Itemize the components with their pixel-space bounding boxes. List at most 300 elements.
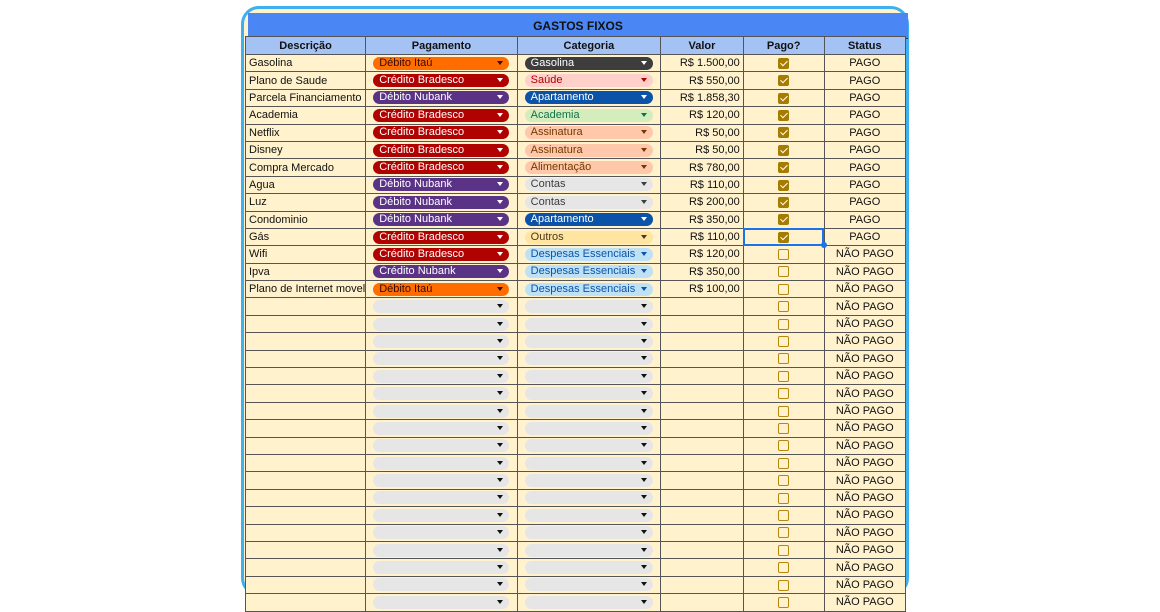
category-cell[interactable] [517,454,660,471]
checkbox-unchecked-icon[interactable] [778,388,789,399]
paid-cell[interactable] [743,263,824,280]
paid-cell[interactable] [743,246,824,263]
description-cell[interactable] [246,315,366,332]
category-dropdown[interactable] [525,561,653,574]
category-cell[interactable] [517,368,660,385]
payment-cell[interactable] [366,159,517,176]
checkbox-unchecked-icon[interactable] [778,545,789,556]
chevron-down-icon[interactable] [641,426,647,430]
category-cell[interactable] [517,55,660,72]
checkbox-checked-icon[interactable] [778,232,789,243]
paid-cell[interactable] [743,576,824,593]
category-dropdown[interactable] [525,265,653,278]
value-cell[interactable] [661,524,744,541]
chevron-down-icon[interactable] [641,548,647,552]
description-cell[interactable] [246,576,366,593]
payment-dropdown[interactable] [373,196,509,209]
chevron-down-icon[interactable] [497,78,503,82]
category-dropdown[interactable] [525,248,653,261]
category-cell[interactable] [517,89,660,106]
payment-dropdown[interactable] [373,213,509,226]
chevron-down-icon[interactable] [641,356,647,360]
value-cell[interactable] [661,489,744,506]
category-cell[interactable] [517,385,660,402]
payment-dropdown[interactable] [373,405,509,418]
category-dropdown[interactable] [525,422,653,435]
chevron-down-icon[interactable] [641,235,647,239]
chevron-down-icon[interactable] [497,495,503,499]
description-cell[interactable]: Luz [246,194,366,211]
category-cell[interactable] [517,559,660,576]
chevron-down-icon[interactable] [497,95,503,99]
value-cell[interactable] [661,368,744,385]
chevron-down-icon[interactable] [497,165,503,169]
checkbox-checked-icon[interactable] [778,75,789,86]
category-dropdown[interactable] [525,352,653,365]
chevron-down-icon[interactable] [641,565,647,569]
value-cell[interactable]: R$ 200,00 [661,194,744,211]
chevron-down-icon[interactable] [641,130,647,134]
checkbox-unchecked-icon[interactable] [778,527,789,538]
chevron-down-icon[interactable] [641,287,647,291]
value-cell[interactable] [661,594,744,611]
description-cell[interactable] [246,524,366,541]
category-cell[interactable] [517,159,660,176]
chevron-down-icon[interactable] [641,322,647,326]
chevron-down-icon[interactable] [641,374,647,378]
checkbox-checked-icon[interactable] [778,145,789,156]
paid-cell[interactable] [743,89,824,106]
checkbox-checked-icon[interactable] [778,110,789,121]
chevron-down-icon[interactable] [641,409,647,413]
description-cell[interactable] [246,385,366,402]
category-dropdown[interactable] [525,318,653,331]
paid-cell[interactable] [743,107,824,124]
payment-cell[interactable] [366,72,517,89]
description-cell[interactable] [246,541,366,558]
description-cell[interactable]: Compra Mercado [246,159,366,176]
paid-cell[interactable] [743,228,824,245]
category-cell[interactable] [517,350,660,367]
category-dropdown[interactable] [525,178,653,191]
category-cell[interactable] [517,72,660,89]
selection-fill-handle[interactable] [821,242,827,248]
paid-cell[interactable] [743,141,824,158]
description-cell[interactable] [246,507,366,524]
description-cell[interactable] [246,402,366,419]
description-cell[interactable]: Wifi [246,246,366,263]
category-cell[interactable] [517,107,660,124]
description-cell[interactable] [246,472,366,489]
chevron-down-icon[interactable] [641,391,647,395]
paid-cell[interactable] [743,298,824,315]
category-cell[interactable] [517,541,660,558]
paid-cell[interactable] [743,72,824,89]
checkbox-unchecked-icon[interactable] [778,510,789,521]
chevron-down-icon[interactable] [497,461,503,465]
checkbox-unchecked-icon[interactable] [778,249,789,260]
payment-cell[interactable] [366,228,517,245]
chevron-down-icon[interactable] [497,148,503,152]
payment-cell[interactable] [366,124,517,141]
description-cell[interactable] [246,350,366,367]
payment-cell[interactable] [366,107,517,124]
payment-dropdown[interactable] [373,109,509,122]
paid-cell[interactable] [743,437,824,454]
paid-cell[interactable] [743,333,824,350]
payment-cell[interactable] [366,55,517,72]
header-pago[interactable]: Pago? [743,37,824,55]
chevron-down-icon[interactable] [497,269,503,273]
chevron-down-icon[interactable] [641,582,647,586]
value-cell[interactable]: R$ 110,00 [661,176,744,193]
chevron-down-icon[interactable] [641,495,647,499]
payment-cell[interactable] [366,559,517,576]
checkbox-unchecked-icon[interactable] [778,319,789,330]
chevron-down-icon[interactable] [641,61,647,65]
chevron-down-icon[interactable] [497,409,503,413]
payment-cell[interactable] [366,176,517,193]
description-cell[interactable] [246,333,366,350]
payment-dropdown[interactable] [373,352,509,365]
paid-cell[interactable] [743,368,824,385]
chevron-down-icon[interactable] [641,113,647,117]
value-cell[interactable] [661,420,744,437]
payment-dropdown[interactable] [373,491,509,504]
category-dropdown[interactable] [525,578,653,591]
payment-cell[interactable] [366,507,517,524]
value-cell[interactable]: R$ 550,00 [661,72,744,89]
payment-dropdown[interactable] [373,561,509,574]
paid-cell[interactable] [743,159,824,176]
chevron-down-icon[interactable] [497,443,503,447]
category-dropdown[interactable] [525,91,653,104]
category-cell[interactable] [517,507,660,524]
payment-dropdown[interactable] [373,439,509,452]
chevron-down-icon[interactable] [497,130,503,134]
chevron-down-icon[interactable] [641,304,647,308]
category-cell[interactable] [517,315,660,332]
category-dropdown[interactable] [525,231,653,244]
paid-cell[interactable] [743,472,824,489]
value-cell[interactable] [661,315,744,332]
paid-cell[interactable] [743,124,824,141]
paid-cell[interactable] [743,194,824,211]
category-dropdown[interactable] [525,370,653,383]
payment-cell[interactable] [366,263,517,280]
chevron-down-icon[interactable] [641,461,647,465]
category-dropdown[interactable] [525,474,653,487]
chevron-down-icon[interactable] [641,95,647,99]
value-cell[interactable] [661,454,744,471]
value-cell[interactable] [661,507,744,524]
payment-dropdown[interactable] [373,161,509,174]
header-categoria[interactable]: Categoria [517,37,660,55]
description-cell[interactable] [246,489,366,506]
payment-dropdown[interactable] [373,74,509,87]
header-status[interactable]: Status [824,37,905,55]
paid-cell[interactable] [743,594,824,611]
chevron-down-icon[interactable] [497,548,503,552]
checkbox-checked-icon[interactable] [778,162,789,173]
category-dropdown[interactable] [525,283,653,296]
category-cell[interactable] [517,141,660,158]
chevron-down-icon[interactable] [497,600,503,604]
checkbox-unchecked-icon[interactable] [778,353,789,364]
value-cell[interactable] [661,576,744,593]
description-cell[interactable]: Plano de Internet movel [246,281,366,298]
payment-dropdown[interactable] [373,231,509,244]
category-cell[interactable] [517,281,660,298]
payment-dropdown[interactable] [373,178,509,191]
category-dropdown[interactable] [525,196,653,209]
chevron-down-icon[interactable] [497,113,503,117]
payment-cell[interactable] [366,541,517,558]
description-cell[interactable] [246,559,366,576]
paid-cell[interactable] [743,559,824,576]
payment-cell[interactable] [366,385,517,402]
value-cell[interactable]: R$ 120,00 [661,107,744,124]
chevron-down-icon[interactable] [497,339,503,343]
payment-dropdown[interactable] [373,370,509,383]
description-cell[interactable]: Disney [246,141,366,158]
description-cell[interactable]: Netflix [246,124,366,141]
category-cell[interactable] [517,333,660,350]
checkbox-checked-icon[interactable] [778,197,789,208]
payment-cell[interactable] [366,402,517,419]
payment-cell[interactable] [366,472,517,489]
checkbox-unchecked-icon[interactable] [778,475,789,486]
payment-dropdown[interactable] [373,283,509,296]
value-cell[interactable]: R$ 110,00 [661,228,744,245]
chevron-down-icon[interactable] [497,200,503,204]
value-cell[interactable] [661,437,744,454]
payment-cell[interactable] [366,89,517,106]
chevron-down-icon[interactable] [641,269,647,273]
description-cell[interactable]: Plano de Saude [246,72,366,89]
chevron-down-icon[interactable] [497,582,503,586]
chevron-down-icon[interactable] [641,478,647,482]
payment-dropdown[interactable] [373,457,509,470]
checkbox-unchecked-icon[interactable] [778,371,789,382]
payment-cell[interactable] [366,298,517,315]
category-dropdown[interactable] [525,213,653,226]
category-cell[interactable] [517,576,660,593]
chevron-down-icon[interactable] [497,374,503,378]
category-cell[interactable] [517,472,660,489]
value-cell[interactable] [661,350,744,367]
paid-cell[interactable] [743,524,824,541]
paid-cell[interactable] [743,385,824,402]
chevron-down-icon[interactable] [497,287,503,291]
paid-cell[interactable] [743,281,824,298]
paid-cell[interactable] [743,315,824,332]
description-cell[interactable]: Ipva [246,263,366,280]
category-cell[interactable] [517,420,660,437]
checkbox-checked-icon[interactable] [778,127,789,138]
category-cell[interactable] [517,437,660,454]
category-cell[interactable] [517,124,660,141]
checkbox-unchecked-icon[interactable] [778,580,789,591]
value-cell[interactable]: R$ 50,00 [661,141,744,158]
payment-cell[interactable] [366,246,517,263]
category-dropdown[interactable] [525,300,653,313]
category-dropdown[interactable] [525,74,653,87]
payment-cell[interactable] [366,576,517,593]
category-cell[interactable] [517,176,660,193]
chevron-down-icon[interactable] [497,513,503,517]
checkbox-unchecked-icon[interactable] [778,562,789,573]
category-dropdown[interactable] [525,161,653,174]
payment-dropdown[interactable] [373,422,509,435]
paid-cell[interactable] [743,420,824,437]
chevron-down-icon[interactable] [497,304,503,308]
value-cell[interactable]: R$ 1.858,30 [661,89,744,106]
paid-cell[interactable] [743,350,824,367]
chevron-down-icon[interactable] [641,339,647,343]
value-cell[interactable] [661,402,744,419]
checkbox-unchecked-icon[interactable] [778,266,789,277]
payment-cell[interactable] [366,489,517,506]
description-cell[interactable] [246,454,366,471]
checkbox-unchecked-icon[interactable] [778,406,789,417]
chevron-down-icon[interactable] [497,530,503,534]
category-dropdown[interactable] [525,596,653,609]
category-cell[interactable] [517,194,660,211]
checkbox-unchecked-icon[interactable] [778,301,789,312]
description-cell[interactable] [246,368,366,385]
payment-dropdown[interactable] [373,596,509,609]
checkbox-unchecked-icon[interactable] [778,423,789,434]
payment-cell[interactable] [366,350,517,367]
chevron-down-icon[interactable] [641,78,647,82]
category-dropdown[interactable] [525,457,653,470]
payment-cell[interactable] [366,333,517,350]
category-dropdown[interactable] [525,491,653,504]
chevron-down-icon[interactable] [497,322,503,326]
checkbox-unchecked-icon[interactable] [778,458,789,469]
value-cell[interactable] [661,559,744,576]
category-dropdown[interactable] [525,109,653,122]
category-cell[interactable] [517,246,660,263]
description-cell[interactable] [246,298,366,315]
paid-cell[interactable] [743,507,824,524]
checkbox-unchecked-icon[interactable] [778,284,789,295]
payment-cell[interactable] [366,315,517,332]
description-cell[interactable] [246,437,366,454]
checkbox-unchecked-icon[interactable] [778,493,789,504]
value-cell[interactable] [661,541,744,558]
payment-cell[interactable] [366,141,517,158]
chevron-down-icon[interactable] [497,565,503,569]
category-dropdown[interactable] [525,387,653,400]
chevron-down-icon[interactable] [497,217,503,221]
payment-dropdown[interactable] [373,544,509,557]
chevron-down-icon[interactable] [641,217,647,221]
chevron-down-icon[interactable] [497,391,503,395]
payment-cell[interactable] [366,281,517,298]
payment-dropdown[interactable] [373,387,509,400]
description-cell[interactable]: Gás [246,228,366,245]
category-dropdown[interactable] [525,526,653,539]
category-dropdown[interactable] [525,405,653,418]
description-cell[interactable]: Condominio [246,211,366,228]
value-cell[interactable] [661,298,744,315]
header-valor[interactable]: Valor [661,37,744,55]
payment-cell[interactable] [366,454,517,471]
category-dropdown[interactable] [525,144,653,157]
value-cell[interactable] [661,333,744,350]
chevron-down-icon[interactable] [641,513,647,517]
description-cell[interactable]: Academia [246,107,366,124]
chevron-down-icon[interactable] [641,443,647,447]
payment-cell[interactable] [366,594,517,611]
value-cell[interactable]: R$ 780,00 [661,159,744,176]
chevron-down-icon[interactable] [497,478,503,482]
payment-dropdown[interactable] [373,144,509,157]
payment-dropdown[interactable] [373,265,509,278]
paid-cell[interactable] [743,489,824,506]
category-cell[interactable] [517,263,660,280]
category-dropdown[interactable] [525,439,653,452]
chevron-down-icon[interactable] [641,530,647,534]
payment-cell[interactable] [366,194,517,211]
category-dropdown[interactable] [525,509,653,522]
paid-cell[interactable] [743,402,824,419]
payment-dropdown[interactable] [373,526,509,539]
payment-dropdown[interactable] [373,57,509,70]
value-cell[interactable]: R$ 100,00 [661,281,744,298]
checkbox-checked-icon[interactable] [778,180,789,191]
paid-cell[interactable] [743,176,824,193]
header-pagamento[interactable]: Pagamento [366,37,517,55]
chevron-down-icon[interactable] [497,356,503,360]
checkbox-checked-icon[interactable] [778,58,789,69]
paid-cell[interactable] [743,211,824,228]
header-descricao[interactable]: Descrição [246,37,366,55]
category-dropdown[interactable] [525,335,653,348]
checkbox-unchecked-icon[interactable] [778,440,789,451]
payment-cell[interactable] [366,524,517,541]
chevron-down-icon[interactable] [497,182,503,186]
payment-cell[interactable] [366,368,517,385]
checkbox-checked-icon[interactable] [778,93,789,104]
chevron-down-icon[interactable] [641,252,647,256]
payment-dropdown[interactable] [373,335,509,348]
description-cell[interactable]: Gasolina [246,55,366,72]
category-dropdown[interactable] [525,57,653,70]
value-cell[interactable]: R$ 120,00 [661,246,744,263]
chevron-down-icon[interactable] [641,148,647,152]
category-cell[interactable] [517,524,660,541]
category-cell[interactable] [517,228,660,245]
chevron-down-icon[interactable] [497,426,503,430]
payment-dropdown[interactable] [373,248,509,261]
chevron-down-icon[interactable] [641,200,647,204]
payment-dropdown[interactable] [373,91,509,104]
category-dropdown[interactable] [525,544,653,557]
payment-dropdown[interactable] [373,126,509,139]
checkbox-checked-icon[interactable] [778,214,789,225]
category-cell[interactable] [517,298,660,315]
chevron-down-icon[interactable] [641,182,647,186]
description-cell[interactable] [246,594,366,611]
checkbox-unchecked-icon[interactable] [778,336,789,347]
description-cell[interactable]: Agua [246,176,366,193]
chevron-down-icon[interactable] [641,600,647,604]
category-dropdown[interactable] [525,126,653,139]
paid-cell[interactable] [743,55,824,72]
